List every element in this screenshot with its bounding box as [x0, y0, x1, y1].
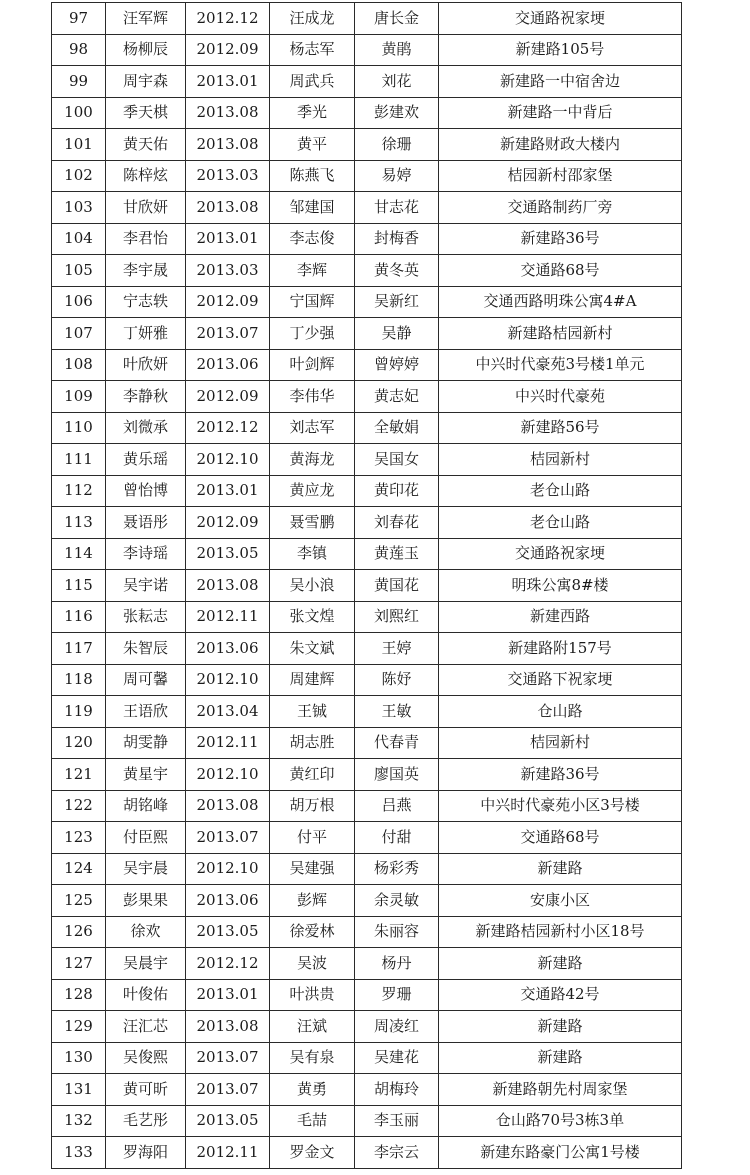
- child-name-cell: 周可馨: [106, 664, 186, 696]
- birth-date-cell: 2012.11: [186, 727, 270, 759]
- row-number-cell: 109: [52, 381, 106, 413]
- father-name-cell: 吴有泉: [270, 1042, 355, 1074]
- child-name-cell: 吴俊熙: [106, 1042, 186, 1074]
- father-name-cell: 汪成龙: [270, 3, 355, 35]
- birth-date-cell: 2012.11: [186, 1137, 270, 1169]
- address-cell: 新建路36号: [439, 759, 682, 791]
- father-name-cell: 汪斌: [270, 1011, 355, 1043]
- child-name-cell: 汪军辉: [106, 3, 186, 35]
- father-name-cell: 杨志军: [270, 34, 355, 66]
- roster-body: [52, 3, 682, 1169]
- row-number-cell: 120: [52, 727, 106, 759]
- row-number-cell: 125: [52, 885, 106, 917]
- table-row: [52, 853, 682, 885]
- father-name-cell: 朱文斌: [270, 633, 355, 665]
- child-name-cell: 吴晨宇: [106, 948, 186, 980]
- mother-name-cell: 余灵敏: [355, 885, 439, 917]
- birth-date-cell: 2013.01: [186, 223, 270, 255]
- row-number-cell: 111: [52, 444, 106, 476]
- father-name-cell: 邹建国: [270, 192, 355, 224]
- address-cell: 交通路制药厂旁: [439, 192, 682, 224]
- table-row: [52, 727, 682, 759]
- table-row: [52, 349, 682, 381]
- row-number-cell: 128: [52, 979, 106, 1011]
- father-name-cell: 胡万根: [270, 790, 355, 822]
- row-number-cell: 121: [52, 759, 106, 791]
- address-cell: 桔园新村邵家堡: [439, 160, 682, 192]
- mother-name-cell: 曾婷婷: [355, 349, 439, 381]
- birth-date-cell: 2013.07: [186, 1074, 270, 1106]
- father-name-cell: 罗金文: [270, 1137, 355, 1169]
- father-name-cell: 陈燕飞: [270, 160, 355, 192]
- child-name-cell: 吴宇诺: [106, 570, 186, 602]
- birth-date-cell: 2013.01: [186, 66, 270, 98]
- table-row: [52, 66, 682, 98]
- child-name-cell: 胡铭峰: [106, 790, 186, 822]
- mother-name-cell: 付甜: [355, 822, 439, 854]
- child-name-cell: 杨柳辰: [106, 34, 186, 66]
- mother-name-cell: 刘花: [355, 66, 439, 98]
- table-row: [52, 948, 682, 980]
- father-name-cell: 聂雪鹏: [270, 507, 355, 539]
- child-name-cell: 李静秋: [106, 381, 186, 413]
- row-number-cell: 110: [52, 412, 106, 444]
- row-number-cell: 131: [52, 1074, 106, 1106]
- father-name-cell: 黄勇: [270, 1074, 355, 1106]
- child-name-cell: 李诗瑶: [106, 538, 186, 570]
- table-row: [52, 412, 682, 444]
- mother-name-cell: 唐长金: [355, 3, 439, 35]
- table-row: [52, 538, 682, 570]
- table-row: [52, 759, 682, 791]
- father-name-cell: 周武兵: [270, 66, 355, 98]
- child-name-cell: 李君怡: [106, 223, 186, 255]
- table-row: [52, 381, 682, 413]
- mother-name-cell: 王敏: [355, 696, 439, 728]
- father-name-cell: 周建辉: [270, 664, 355, 696]
- table-row: [52, 507, 682, 539]
- table-row: [52, 601, 682, 633]
- child-name-cell: 黄天佑: [106, 129, 186, 161]
- father-name-cell: 吴建强: [270, 853, 355, 885]
- table-row: [52, 1074, 682, 1106]
- row-number-cell: 133: [52, 1137, 106, 1169]
- child-name-cell: 李宇晟: [106, 255, 186, 287]
- address-cell: 新建路桔园新村: [439, 318, 682, 350]
- mother-name-cell: 黄国花: [355, 570, 439, 602]
- father-name-cell: 彭辉: [270, 885, 355, 917]
- address-cell: 桔园新村: [439, 727, 682, 759]
- row-number-cell: 119: [52, 696, 106, 728]
- child-name-cell: 宁志轶: [106, 286, 186, 318]
- child-name-cell: 徐欢: [106, 916, 186, 948]
- mother-name-cell: 黄莲玉: [355, 538, 439, 570]
- child-name-cell: 聂语彤: [106, 507, 186, 539]
- father-name-cell: 丁少强: [270, 318, 355, 350]
- row-number-cell: 113: [52, 507, 106, 539]
- birth-date-cell: 2013.07: [186, 318, 270, 350]
- mother-name-cell: 甘志花: [355, 192, 439, 224]
- father-name-cell: 季光: [270, 97, 355, 129]
- birth-date-cell: 2012.10: [186, 853, 270, 885]
- row-number-cell: 129: [52, 1011, 106, 1043]
- birth-date-cell: 2013.03: [186, 255, 270, 287]
- address-cell: 新建路: [439, 948, 682, 980]
- child-name-cell: 彭果果: [106, 885, 186, 917]
- child-name-cell: 黄乐瑶: [106, 444, 186, 476]
- birth-date-cell: 2012.09: [186, 507, 270, 539]
- birth-date-cell: 2013.08: [186, 570, 270, 602]
- address-cell: 新建路: [439, 1011, 682, 1043]
- birth-date-cell: 2012.09: [186, 286, 270, 318]
- table-row: [52, 664, 682, 696]
- father-name-cell: 黄平: [270, 129, 355, 161]
- birth-date-cell: 2013.01: [186, 979, 270, 1011]
- row-number-cell: 127: [52, 948, 106, 980]
- child-name-cell: 汪汇芯: [106, 1011, 186, 1043]
- row-number-cell: 108: [52, 349, 106, 381]
- mother-name-cell: 胡梅玲: [355, 1074, 439, 1106]
- address-cell: 桔园新村: [439, 444, 682, 476]
- address-cell: 新建路财政大楼内: [439, 129, 682, 161]
- address-cell: 新建路: [439, 853, 682, 885]
- mother-name-cell: 易婷: [355, 160, 439, 192]
- table-row: [52, 192, 682, 224]
- birth-date-cell: 2013.05: [186, 916, 270, 948]
- address-cell: 交通路下祝家埂: [439, 664, 682, 696]
- birth-date-cell: 2012.09: [186, 381, 270, 413]
- mother-name-cell: 李宗云: [355, 1137, 439, 1169]
- row-number-cell: 112: [52, 475, 106, 507]
- mother-name-cell: 杨丹: [355, 948, 439, 980]
- address-cell: 安康小区: [439, 885, 682, 917]
- address-cell: 交通路68号: [439, 255, 682, 287]
- address-cell: 新建东路豪门公寓1号楼: [439, 1137, 682, 1169]
- child-name-cell: 付臣熙: [106, 822, 186, 854]
- table-row: [52, 979, 682, 1011]
- birth-date-cell: 2013.06: [186, 633, 270, 665]
- row-number-cell: 118: [52, 664, 106, 696]
- birth-date-cell: 2013.08: [186, 192, 270, 224]
- row-number-cell: 100: [52, 97, 106, 129]
- mother-name-cell: 李玉丽: [355, 1105, 439, 1137]
- row-number-cell: 98: [52, 34, 106, 66]
- address-cell: 新建路36号: [439, 223, 682, 255]
- row-number-cell: 99: [52, 66, 106, 98]
- child-name-cell: 张耘志: [106, 601, 186, 633]
- father-name-cell: 王铖: [270, 696, 355, 728]
- row-number-cell: 102: [52, 160, 106, 192]
- birth-date-cell: 2012.09: [186, 34, 270, 66]
- child-name-cell: 胡雯静: [106, 727, 186, 759]
- mother-name-cell: 周凌红: [355, 1011, 439, 1043]
- child-name-cell: 曾怡博: [106, 475, 186, 507]
- birth-date-cell: 2012.10: [186, 664, 270, 696]
- mother-name-cell: 彭建欢: [355, 97, 439, 129]
- table-row: [52, 1011, 682, 1043]
- address-cell: 新建路桔园新村小区18号: [439, 916, 682, 948]
- address-cell: 新建路附157号: [439, 633, 682, 665]
- mother-name-cell: 罗珊: [355, 979, 439, 1011]
- birth-date-cell: 2012.10: [186, 759, 270, 791]
- mother-name-cell: 吴静: [355, 318, 439, 350]
- table-row: [52, 160, 682, 192]
- father-name-cell: 张文煌: [270, 601, 355, 633]
- father-name-cell: 李志俊: [270, 223, 355, 255]
- mother-name-cell: 代春青: [355, 727, 439, 759]
- table-row: [52, 3, 682, 35]
- row-number-cell: 101: [52, 129, 106, 161]
- father-name-cell: 宁国辉: [270, 286, 355, 318]
- mother-name-cell: 吕燕: [355, 790, 439, 822]
- address-cell: 老仓山路: [439, 475, 682, 507]
- mother-name-cell: 廖国英: [355, 759, 439, 791]
- table-row: [52, 1105, 682, 1137]
- table-row: [52, 444, 682, 476]
- child-name-cell: 甘欣妍: [106, 192, 186, 224]
- address-cell: 明珠公寓8#楼: [439, 570, 682, 602]
- mother-name-cell: 全敏娟: [355, 412, 439, 444]
- child-name-cell: 黄星宇: [106, 759, 186, 791]
- child-name-cell: 刘微承: [106, 412, 186, 444]
- father-name-cell: 付平: [270, 822, 355, 854]
- address-cell: 交通西路明珠公寓4#A: [439, 286, 682, 318]
- table-row: [52, 286, 682, 318]
- birth-date-cell: 2012.10: [186, 444, 270, 476]
- father-name-cell: 李辉: [270, 255, 355, 287]
- table-row: [52, 223, 682, 255]
- birth-date-cell: 2013.05: [186, 1105, 270, 1137]
- mother-name-cell: 刘熙红: [355, 601, 439, 633]
- mother-name-cell: 吴国女: [355, 444, 439, 476]
- birth-date-cell: 2013.08: [186, 790, 270, 822]
- child-name-cell: 吴宇晨: [106, 853, 186, 885]
- table-row: [52, 34, 682, 66]
- mother-name-cell: 朱丽容: [355, 916, 439, 948]
- table-row: [52, 885, 682, 917]
- birth-date-cell: 2013.04: [186, 696, 270, 728]
- table-row: [52, 790, 682, 822]
- father-name-cell: 毛喆: [270, 1105, 355, 1137]
- mother-name-cell: 王婷: [355, 633, 439, 665]
- birth-date-cell: 2013.08: [186, 129, 270, 161]
- mother-name-cell: 刘春花: [355, 507, 439, 539]
- address-cell: 新建西路: [439, 601, 682, 633]
- row-number-cell: 97: [52, 3, 106, 35]
- address-cell: 中兴时代豪苑3号楼1单元: [439, 349, 682, 381]
- birth-date-cell: 2012.11: [186, 601, 270, 633]
- table-row: [52, 570, 682, 602]
- table-row: [52, 475, 682, 507]
- child-name-cell: 毛艺彤: [106, 1105, 186, 1137]
- father-name-cell: 徐爱林: [270, 916, 355, 948]
- roster-table: [51, 2, 682, 1169]
- table-row: [52, 318, 682, 350]
- address-cell: 交通路42号: [439, 979, 682, 1011]
- mother-name-cell: 吴建花: [355, 1042, 439, 1074]
- address-cell: 中兴时代豪苑: [439, 381, 682, 413]
- birth-date-cell: 2013.06: [186, 885, 270, 917]
- mother-name-cell: 黄冬英: [355, 255, 439, 287]
- table-row: [52, 1137, 682, 1169]
- birth-date-cell: 2013.06: [186, 349, 270, 381]
- address-cell: 新建路一中宿舍边: [439, 66, 682, 98]
- mother-name-cell: 封梅香: [355, 223, 439, 255]
- address-cell: 新建路: [439, 1042, 682, 1074]
- row-number-cell: 107: [52, 318, 106, 350]
- child-name-cell: 丁妍雅: [106, 318, 186, 350]
- father-name-cell: 吴小浪: [270, 570, 355, 602]
- mother-name-cell: 陈妤: [355, 664, 439, 696]
- row-number-cell: 126: [52, 916, 106, 948]
- row-number-cell: 130: [52, 1042, 106, 1074]
- address-cell: 新建路朝先村周家堡: [439, 1074, 682, 1106]
- address-cell: 新建路一中背后: [439, 97, 682, 129]
- mother-name-cell: 徐珊: [355, 129, 439, 161]
- child-name-cell: 朱智辰: [106, 633, 186, 665]
- address-cell: 新建路105号: [439, 34, 682, 66]
- birth-date-cell: 2013.05: [186, 538, 270, 570]
- table-row: [52, 1042, 682, 1074]
- birth-date-cell: 2012.12: [186, 948, 270, 980]
- father-name-cell: 李镇: [270, 538, 355, 570]
- mother-name-cell: 黄印花: [355, 475, 439, 507]
- table-row: [52, 822, 682, 854]
- table-row: [52, 696, 682, 728]
- mother-name-cell: 杨彩秀: [355, 853, 439, 885]
- table-row: [52, 916, 682, 948]
- row-number-cell: 104: [52, 223, 106, 255]
- mother-name-cell: 吴新红: [355, 286, 439, 318]
- birth-date-cell: 2013.07: [186, 822, 270, 854]
- father-name-cell: 叶洪贵: [270, 979, 355, 1011]
- mother-name-cell: 黄鹃: [355, 34, 439, 66]
- child-name-cell: 罗海阳: [106, 1137, 186, 1169]
- mother-name-cell: 黄志妃: [355, 381, 439, 413]
- child-name-cell: 王语欣: [106, 696, 186, 728]
- row-number-cell: 124: [52, 853, 106, 885]
- table-row: [52, 97, 682, 129]
- birth-date-cell: 2013.03: [186, 160, 270, 192]
- row-number-cell: 117: [52, 633, 106, 665]
- father-name-cell: 黄红印: [270, 759, 355, 791]
- child-name-cell: 黄可昕: [106, 1074, 186, 1106]
- birth-date-cell: 2013.08: [186, 97, 270, 129]
- address-cell: 新建路56号: [439, 412, 682, 444]
- address-cell: 交通路68号: [439, 822, 682, 854]
- child-name-cell: 周宇森: [106, 66, 186, 98]
- father-name-cell: 叶剑辉: [270, 349, 355, 381]
- birth-date-cell: 2013.08: [186, 1011, 270, 1043]
- address-cell: 仓山路70号3栋3单: [439, 1105, 682, 1137]
- father-name-cell: 黄应龙: [270, 475, 355, 507]
- row-number-cell: 114: [52, 538, 106, 570]
- address-cell: 中兴时代豪苑小区3号楼: [439, 790, 682, 822]
- child-name-cell: 季天棋: [106, 97, 186, 129]
- birth-date-cell: 2012.12: [186, 412, 270, 444]
- row-number-cell: 115: [52, 570, 106, 602]
- birth-date-cell: 2012.12: [186, 3, 270, 35]
- address-cell: 老仓山路: [439, 507, 682, 539]
- row-number-cell: 105: [52, 255, 106, 287]
- row-number-cell: 103: [52, 192, 106, 224]
- child-name-cell: 叶欣妍: [106, 349, 186, 381]
- child-name-cell: 陈梓炫: [106, 160, 186, 192]
- table-row: [52, 255, 682, 287]
- birth-date-cell: 2013.07: [186, 1042, 270, 1074]
- birth-date-cell: 2013.01: [186, 475, 270, 507]
- row-number-cell: 116: [52, 601, 106, 633]
- address-cell: 仓山路: [439, 696, 682, 728]
- address-cell: 交通路祝家埂: [439, 538, 682, 570]
- father-name-cell: 李伟华: [270, 381, 355, 413]
- row-number-cell: 123: [52, 822, 106, 854]
- child-name-cell: 叶俊佑: [106, 979, 186, 1011]
- father-name-cell: 黄海龙: [270, 444, 355, 476]
- table-row: [52, 633, 682, 665]
- father-name-cell: 吴波: [270, 948, 355, 980]
- father-name-cell: 刘志军: [270, 412, 355, 444]
- row-number-cell: 132: [52, 1105, 106, 1137]
- address-cell: 交通路祝家埂: [439, 3, 682, 35]
- row-number-cell: 106: [52, 286, 106, 318]
- father-name-cell: 胡志胜: [270, 727, 355, 759]
- row-number-cell: 122: [52, 790, 106, 822]
- table-row: [52, 129, 682, 161]
